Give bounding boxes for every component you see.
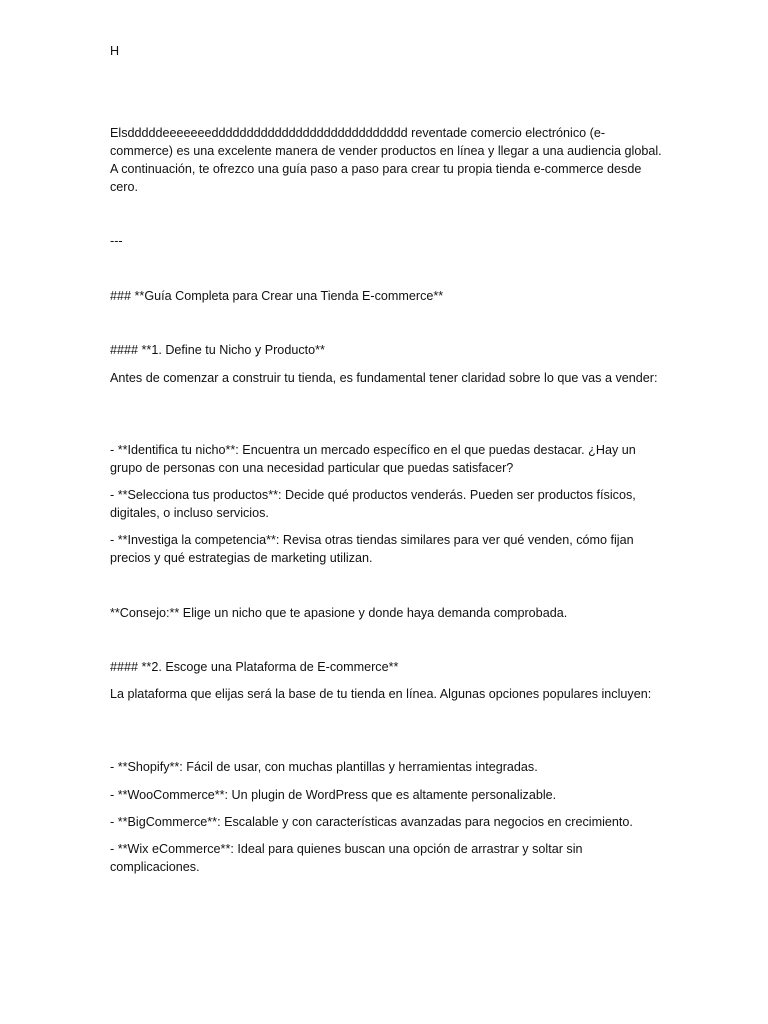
section1-bullet-1: - **Identifica tu nicho**: Encuentra un mercado específico en el que puedas destacar. ¿Hay un grupo de personas con una necesidad particular que puedas satisfacer? (110, 443, 636, 475)
section1-heading: #### **1. Define tu Nicho y Producto** (110, 343, 325, 357)
section2-bullet-3: - **BigCommerce**: Escalable y con características avanzadas para negocios en crecimiento. (110, 815, 633, 829)
section1-bullet-3: - **Investiga la competencia**: Revisa otras tiendas similares para ver qué venden, cómo fijan precios y qué estrategias de marketing utilizan. (110, 533, 634, 565)
header-letter: H (110, 44, 120, 58)
section2-heading: #### **2. Escoge una Plataforma de E-commerce** (110, 660, 399, 674)
section1-tip: **Consejo:** Elige un nicho que te apasione y donde haya demanda comprobada. (110, 606, 568, 620)
section2-bullet-2: - **WooCommerce**: Un plugin de WordPress que es altamente personalizable. (110, 788, 557, 802)
separator: --- (110, 234, 123, 248)
section2-bullet-4: - **Wix eCommerce**: Ideal para quienes buscan una opción de arrastrar y soltar sin complicaciones. (110, 842, 583, 874)
intro-paragraph: Elsdddddeeeeeeedddddddddddddddddddddddddddd reventade comercio electrónico (e-commerce) es una excelente manera de vender productos en línea y llegar a una audiencia global. A continuación, te ofrezco una guía paso a paso para crear tu propia tienda e-commerce desde cero. (110, 126, 662, 194)
section1-bullet-2: - **Selecciona tus productos**: Decide qué productos venderás. Pueden ser productos físicos, digitales, o incluso servicios. (110, 488, 636, 520)
section1-intro: Antes de comenzar a construir tu tienda, es fundamental tener claridad sobre lo que vas a vender: (110, 371, 658, 385)
section2-bullet-1: - **Shopify**: Fácil de usar, con muchas plantillas y herramientas integradas. (110, 760, 538, 774)
main-heading: ### **Guía Completa para Crear una Tienda E-commerce** (110, 289, 444, 303)
section2-intro: La plataforma que elijas será la base de tu tienda en línea. Algunas opciones populares incluyen: (110, 687, 652, 701)
